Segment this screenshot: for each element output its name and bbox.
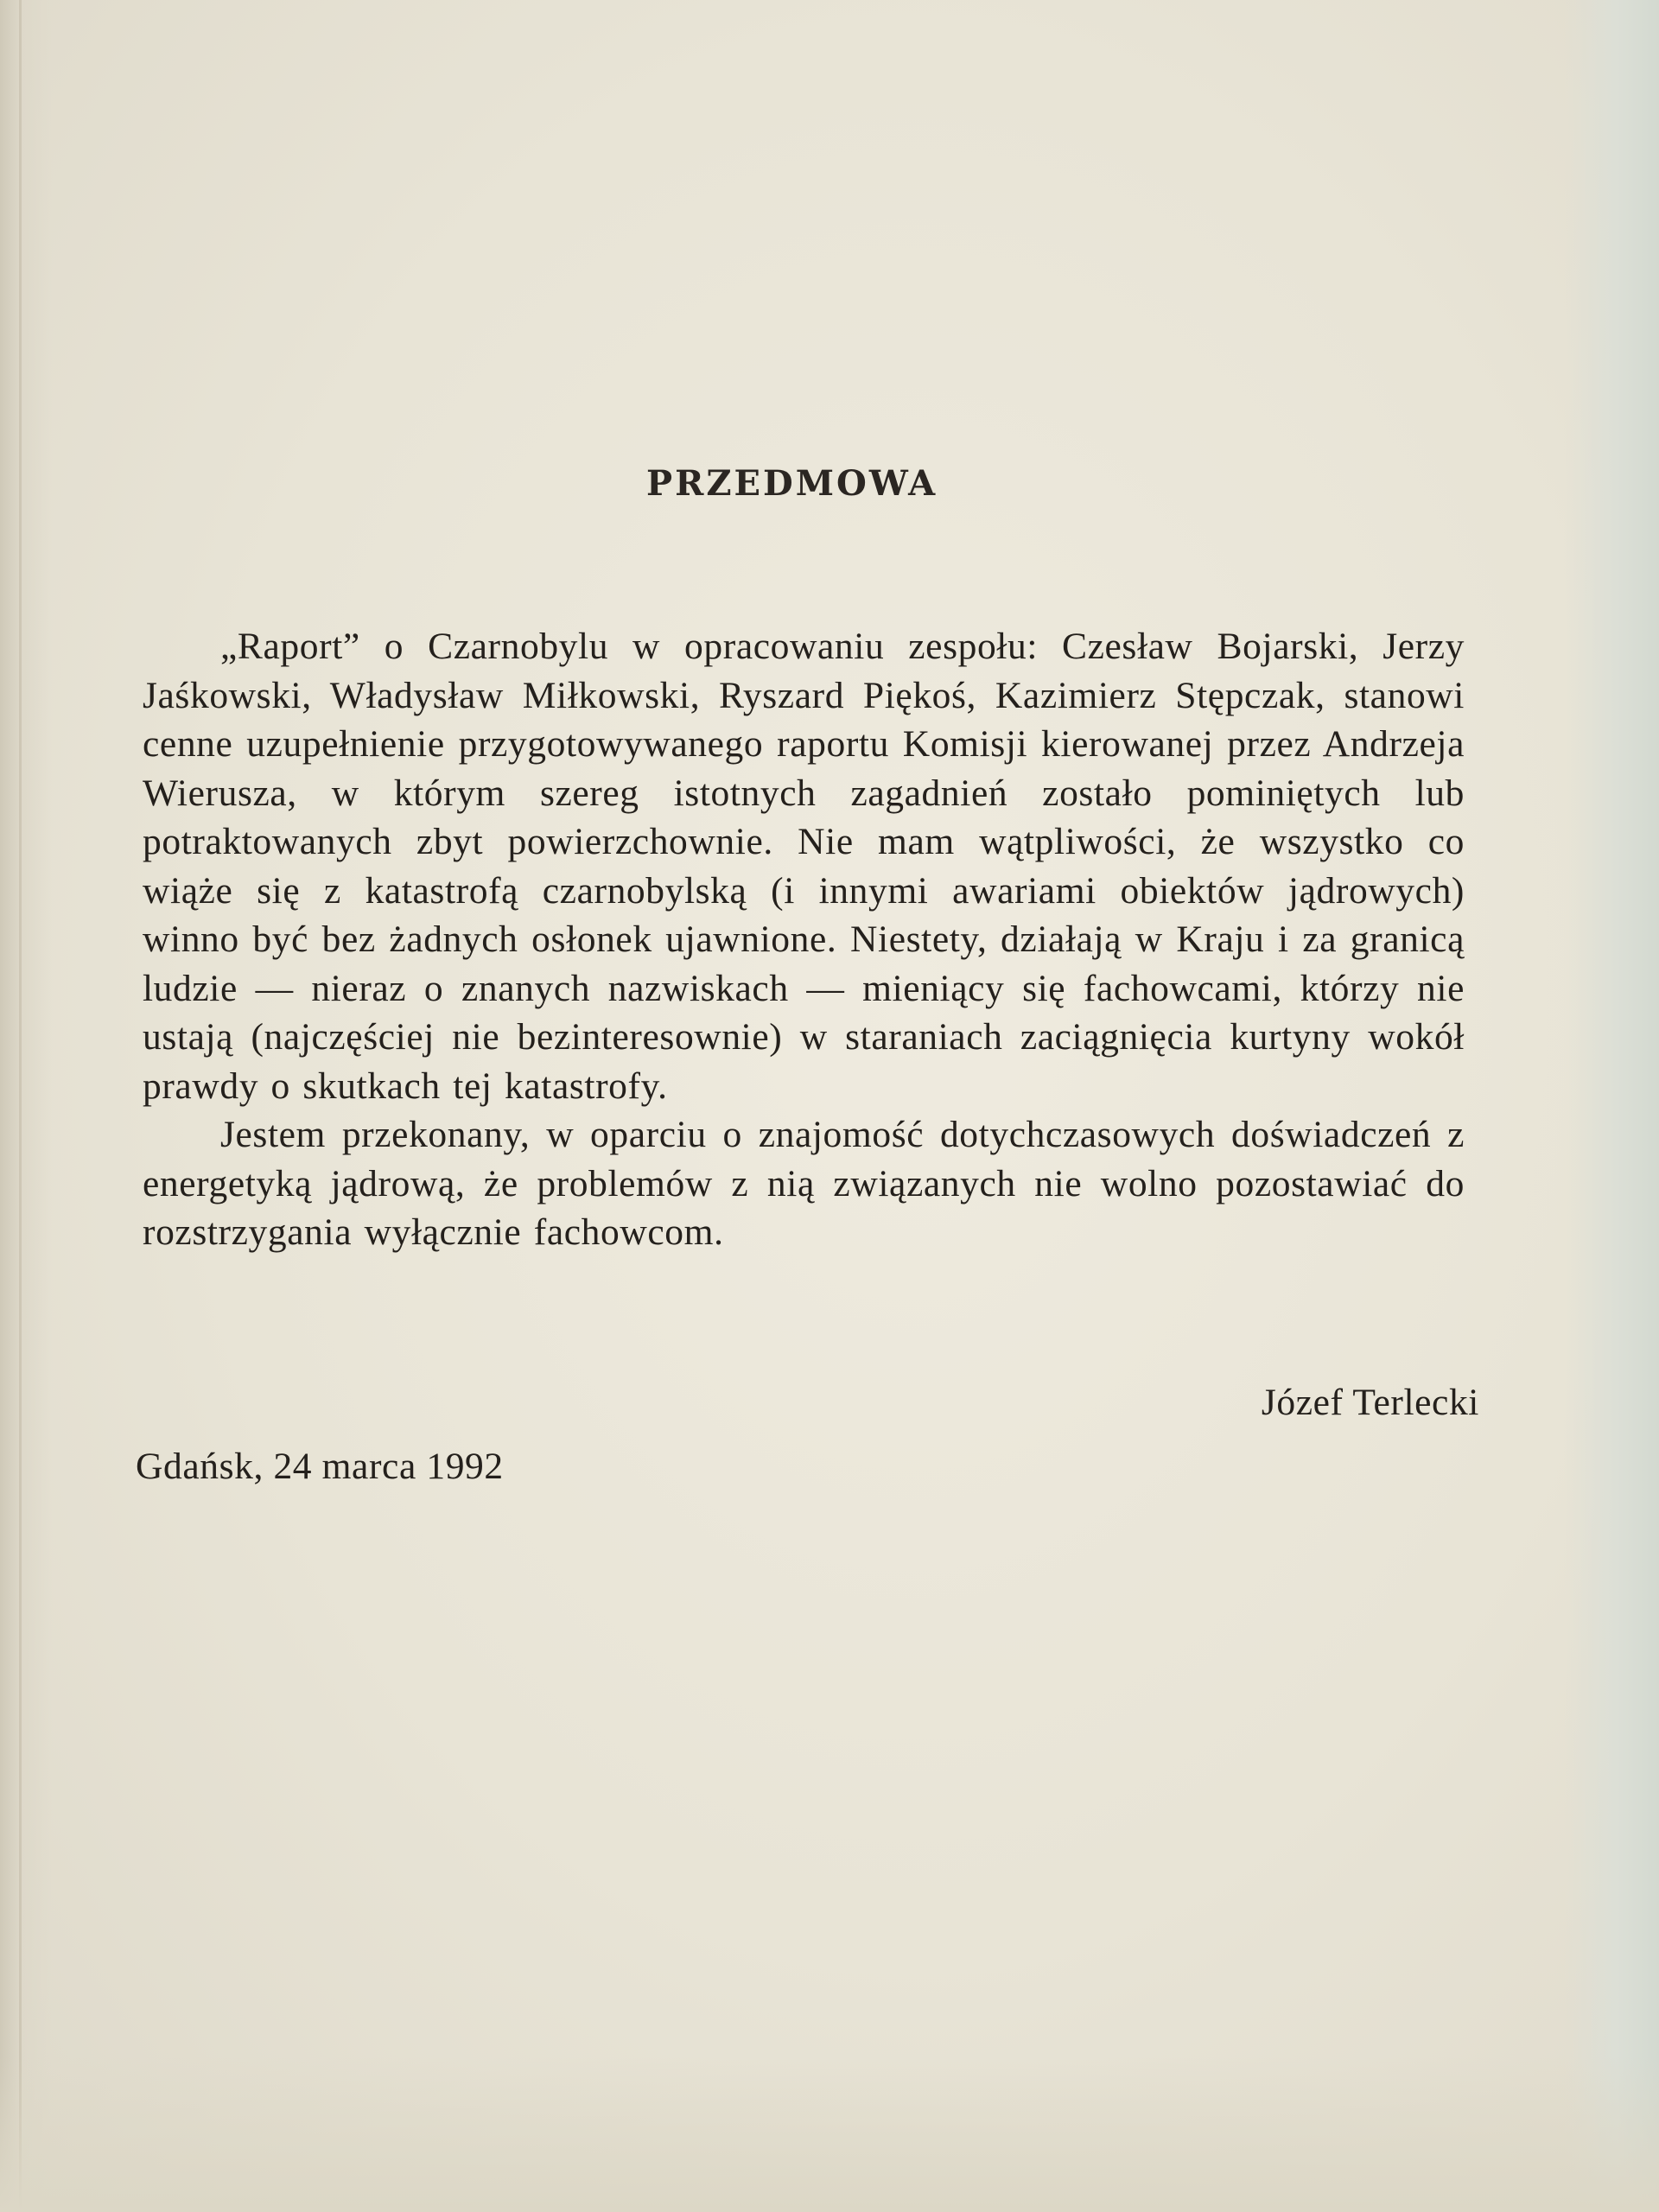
- binding-shadow: [0, 0, 52, 2212]
- paragraph-2: Jestem przekonany, w oparciu o znajomość dotychczasowych doświadczeń z energetyką jądrową, że problemów z nią związanych nie wolno pozostawiać do rozstrzygania wyłącznie fachowcom.: [143, 1114, 1465, 1253]
- paragraph-1: „Raport” o Czarnobylu w opracowaniu zespołu: Czesław Bojarski, Jerzy Jaśkowski, Władysław Miłkowski, Ryszard Piękoś, Kazimierz Stępczak, stanowi cenne uzupełnienie przygotowywanego raportu Komisji kierowanej przez Andrzeja Wierusza, w którym szereg istotnych zagadnień zostało pominiętych lub potraktowanych zbyt powierzchownie. Nie mam wątpliwości, że wszystko co wiąże się z katastrofą czarnobylską (i innymi awariami obiektów jądrowych) winno być bez żadnych osłonek ujawnione. Niestety, działają w Kraju i za granicą ludzie — nieraz o znanych nazwiskach — mieniący się fachowcami, którzy nie ustają (najczęściej nie bezinteresownie) w staraniach zaciągnięcia kurtyny wokół prawdy o skutkach tej katastrofy.: [143, 626, 1465, 1107]
- place-date: Gdańsk, 24 marca 1992: [136, 1446, 504, 1487]
- page-title: PRZEDMOWA: [646, 463, 938, 504]
- preface-body: [143, 622, 1465, 1257]
- binding-edge: [19, 0, 22, 2212]
- page-bottom-shadow: [0, 2056, 1659, 2212]
- author-signature: Józef Terlecki: [1261, 1382, 1479, 1423]
- page-right-edge: [1564, 0, 1659, 2212]
